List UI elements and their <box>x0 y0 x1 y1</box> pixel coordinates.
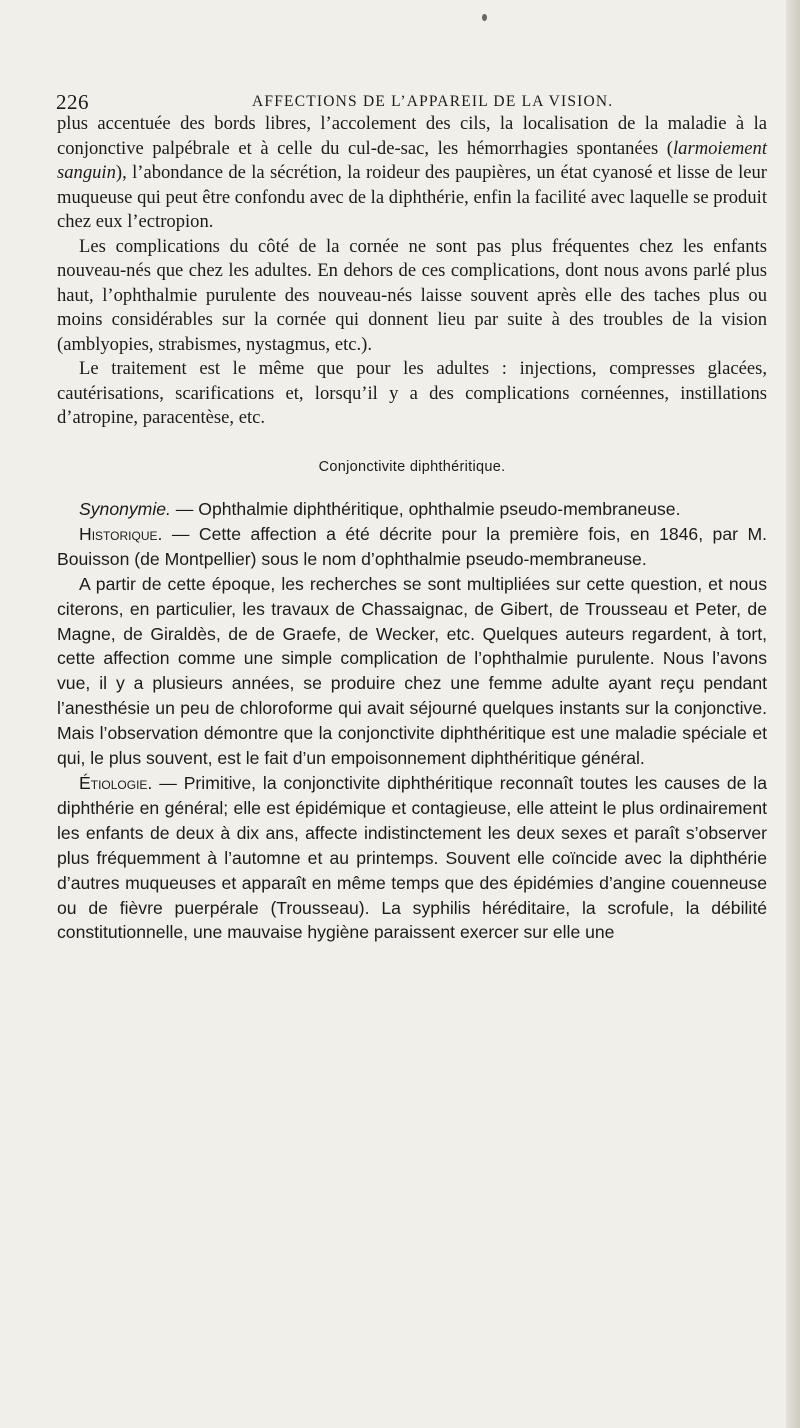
paragraph-synonymie <box>57 497 767 522</box>
paragraph-recherches: A partir de cette époque, les recherches se sont multipliées sur cette question, et nous citerons, en particulier, les travaux de Chassaignac, de Gibert, de Trousseau et Peter, de Magne, de Giraldès, de de Graefe, de Wecker, etc. Quelques auteurs regardent, à tort, cette affection comme une simple complication de l’ophthalmie purulente. Nous l’avons vue, il y a plusieurs années, se produire chez une femme adulte ayant reçu pendant l’anesthésie un peu de chloroforme qui avait séjourné quelques instants sur la conjonctive. Mais l’observation démontre que la conjonctivite diphthéritique est une maladie spéciale et qui, le plus souvent, est le fait d’un empoisonnement diphthéritique général. <box>57 573 767 769</box>
paragraph-text: — Ophthalmie diphthéritique, ophthalmie pseudo-membraneuse. <box>170 499 681 519</box>
paragraph-text: plus accentuée des bords libres, l’accolement des cils, la localisation de la maladie à la conjonctive palpébrale et à celle du cul-de-sac, les hémorrhagies spontanées ( <box>57 113 767 159</box>
paragraph-text: — Cette affection a été décrite pour la première fois, en 1846, par M. Bouisson (de Montpellier) sous le nom d’ophthalmie pseudo-membraneuse. <box>57 523 767 569</box>
page-number: 226 <box>56 90 89 114</box>
paragraph-etiologie <box>57 771 767 945</box>
paragraph-complications: Les complications du côté de la cornée ne sont pas plus fréquentes chez les enfants nouveau-nés que chez les adultes. En dehors de ces complications, dont nous avons parlé plus haut, l’ophthalmie purulente des nouveau-nés laisse souvent après elle des taches plus ou moins considérables sur la cornée qui donnent lieu par suite à des troubles de la vision (amblyopies, strabismes, nystagmus, etc.). <box>57 235 767 355</box>
body-text <box>57 112 767 945</box>
etiologie-label: Étiologie. <box>79 772 153 793</box>
paragraph-historique <box>57 522 767 572</box>
paragraph-text: — Primitive, la conjonctivite diphthéritique reconnaît toutes les causes de la diphthérie en général; elle est épidémique et contagieuse, elle atteint le plus ordinairement les enfants de deux à dix ans, affecte indistinctement les deux sexes et paraît s’observer plus fréquemment à l’automne et au printemps. Souvent elle coïncide avec la diphthérie d’autres muqueuses et apparaît en même temps que des épidémies d’angine couenneuse ou de fièvre puerpérale (Trousseau). La syphilis héréditaire, la scrofule, la débilité constitutionnelle, une mauvaise hygiène paraissent exercer sur elle une <box>57 772 767 943</box>
paragraph-text: ), l’abondance de la sécrétion, la roideur des paupières, un état cyanosé et lisse de leur muqueuse qui peut être confondu avec de la diphthérie, enfin la facilité avec laquelle se produit chez eux l’ectropion. <box>57 162 767 232</box>
running-title: AFFECTIONS DE L’APPAREIL DE LA VISION. <box>252 93 614 110</box>
historique-label: Historique. <box>79 523 163 544</box>
page-edge-shadow <box>786 0 800 1428</box>
section-body <box>57 497 767 945</box>
italic-term: larmoiement sanguin <box>57 137 767 183</box>
section-heading: Conjonctivite diphthéritique. <box>318 458 506 475</box>
ink-dot <box>482 14 487 21</box>
paragraph-traitement: Le traitement est le même que pour les adultes : injections, compresses glacées, cautérisations, scarifications et, lorsqu’il y a des complications cornéennes, instillations d’atropine, paracentèse, etc. <box>57 358 767 428</box>
synonymie-label: Synonymie. <box>79 499 171 519</box>
paragraph-continuation <box>57 112 767 235</box>
